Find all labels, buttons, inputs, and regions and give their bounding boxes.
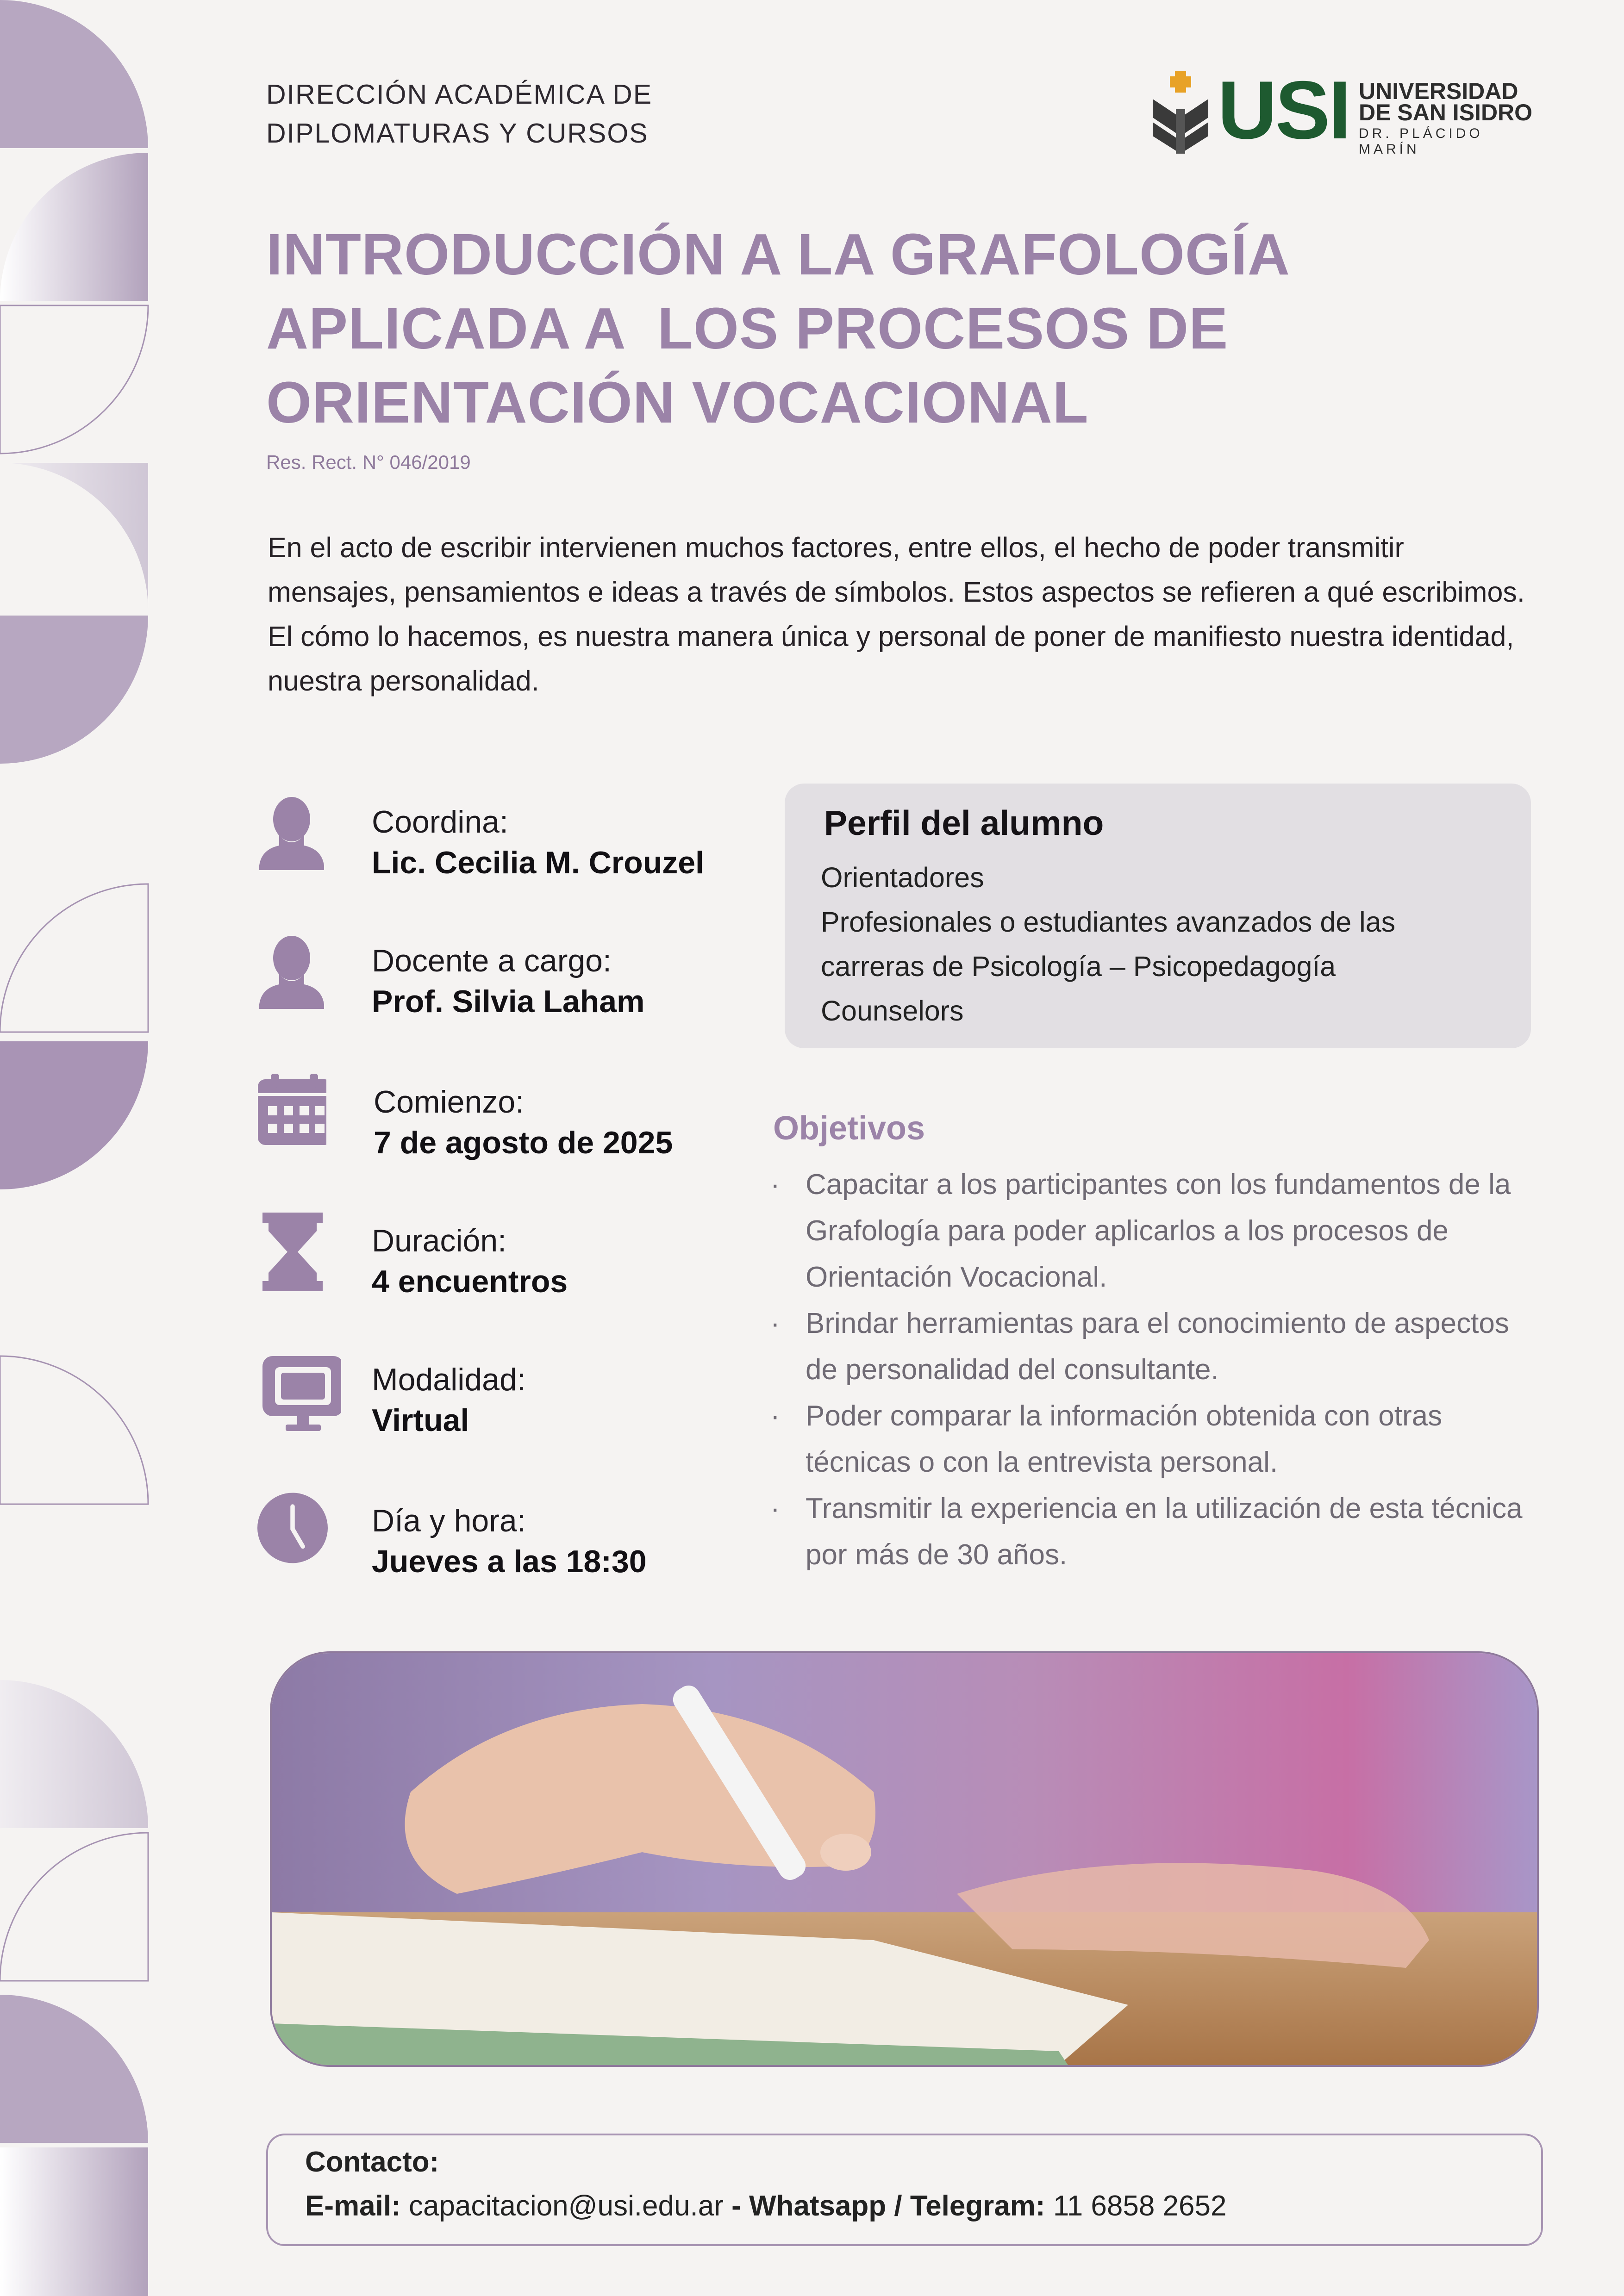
contact-phone[interactable]: 11 6858 2652: [1053, 2190, 1227, 2222]
info-modalidad: Modalidad: Virtual: [257, 1351, 748, 1444]
writing-illustration: [272, 1653, 1537, 2065]
logo-tagline: DR. PLÁCIDO MARÍN: [1359, 126, 1483, 157]
profile-title: Perfil del alumno: [824, 803, 1104, 842]
person-icon: [257, 794, 326, 877]
department-heading: DIRECCIÓN ACADÉMICA DE DIPLOMATURAS Y CURSOS: [266, 79, 653, 149]
objectives-title: Objetivos: [773, 1110, 925, 1147]
student-profile-box: [785, 784, 1531, 1048]
profile-item: Counselors: [821, 995, 964, 1027]
objective-item: · Transmitir la experiencia en la utilización de esta técnica por más de 30 años.: [768, 1486, 1546, 1578]
calendar-icon: [257, 1074, 326, 1157]
logo-university-name: UNIVERSIDAD DE SAN ISIDRO: [1359, 78, 1533, 125]
info-duracion: Duración: 4 encuentros: [257, 1213, 748, 1305]
person-icon: [257, 933, 326, 1016]
monitor-icon: [249, 1351, 341, 1435]
profile-item: Profesionales o estudiantes avanzados de las: [821, 906, 1396, 938]
contact-line: E-mail: capacitacion@usi.edu.ar - Whatsapp / Telegram: 11 6858 2652: [305, 2190, 1227, 2222]
contact-title: Contacto:: [305, 2146, 439, 2178]
logo-emblem-icon: [1148, 71, 1213, 155]
profile-list: [821, 855, 1395, 1033]
info-docente: Docente a cargo: Prof. Silvia Laham: [257, 933, 748, 1025]
info-dia-hora: Día y hora: Jueves a las 18:30: [257, 1493, 748, 1585]
contact-box: [266, 2134, 1543, 2246]
objective-item: · Poder comparar la información obtenida con otras técnicas o con la entrevista personal.: [768, 1393, 1546, 1486]
course-title: INTRODUCCIÓN A LA GRAFOLOGÍA APLICADA A LOS PROCESOS DE ORIENTACIÓN VOCACIONAL: [266, 222, 1290, 435]
clock-icon: [249, 1489, 337, 1577]
profile-item: Orientadores: [821, 862, 984, 893]
intro-paragraph: En el acto de escribir intervienen muchos factores, entre ellos, el hecho de poder transmitir mensajes, pensamientos e ideas a través de símbolos. Estos aspectos se refieren a qué escribimos. El cómo lo hacemos, es nuestra manera única y personal de poner de manifiesto nuestra identidad, nuestra personalidad.: [268, 532, 1525, 697]
decorative-shapes: [0, 0, 153, 2296]
objective-item: · Capacitar a los participantes con los fundamentos de la Grafología para poder aplicarlos a los procesos de Orientación Vocacional.: [768, 1162, 1546, 1300]
logo-usi-text: USI: [1218, 64, 1349, 156]
resolution-number: Res. Rect. N° 046/2019: [266, 451, 471, 473]
objective-item: · Brindar herramientas para el conocimiento de aspectos de personalidad del consultante.: [768, 1300, 1546, 1393]
info-comienzo: Comienzo: 7 de agosto de 2025: [257, 1074, 748, 1166]
profile-item: carreras de Psicología – Psicopedagogía: [821, 951, 1336, 982]
writing-hand-photo: [270, 1651, 1539, 2067]
info-coordina: Coordina: Lic. Cecilia M. Crouzel: [257, 794, 748, 886]
usi-logo: [1148, 64, 1546, 157]
objectives-list: [768, 1162, 1546, 1578]
hourglass-icon: [257, 1213, 326, 1296]
contact-email-link[interactable]: capacitacion@usi.edu.ar: [408, 2190, 724, 2222]
